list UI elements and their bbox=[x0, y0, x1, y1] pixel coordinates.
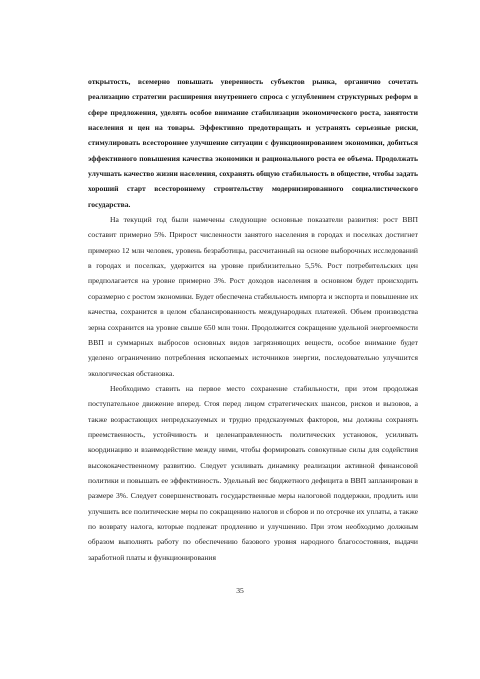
page-number: 35 bbox=[236, 586, 244, 595]
stability-paragraph: Необходимо ставить на первое место сохранение стабильности, при этом продолжая поступательное движение вперед. Стоя перед лицом стратегических шансов, рисков и вызовов, а также возрастающих непредсказуемых и трудно предсказуемых факторов, мы должны сохранять преемственность, устойчивость и целенаправленность политических установок, усиливать координацию и взаимодействие между ними, чтобы формировать совокупные силы для содействия высококачественному развитию. Следует усиливать динамику реализации активной финансовой политики и повышать ее эффективность. Удельный вес бюджетного дефицита в ВВП запланирован в размере 3%. Следует совершенствовать государственные меры налоговой поддержки, продлить или улучшить все политические меры по сокращению налогов и сборов и по отсрочке их уплаты, а также по возврату налога, которые подлежат продлению и улучшению. При этом необходимо должным образом выполнять работу по обеспечению базового уровня народного благосостояния, выдачи заработной платы и функционирования bbox=[88, 383, 418, 562]
body-text bbox=[88, 74, 418, 565]
indicators-paragraph: На текущий год были намечены следующие основные показатели развития: рост ВВП составит примерно 5%. Прирост численности занятого населения в городах и поселках достигнет примерно 12 млн человек, уровень безработицы, рассчитанный на основе выборочных исследований в городах и поселках, удержится на уровне приблизительно 5,5%. Рост потребительских цен предполагается на уровне примерно 3%. Рост доходов населения в основном будет происходить соразмерно с ростом экономики. Будет обеспечена стабильность импорта и экспорта и повышение их качества, сохранится в целом сбалансированность международных платежей. Объем производства зерна сохранится на уровне свыше 650 млн тонн. Продолжится сокращение удельной энергоемкости ВВП и суммарных выбросов основных видов загрязняющих веществ, особое внимание будет уделено ограничению потребления ископаемых источников энергии, последовательно улучшится экологическая обстановка. bbox=[88, 215, 418, 378]
bold-paragraph: открытость, всемерно повышать уверенность субъектов рынка, органично сочетать реализацию стратегии расширения внутреннего спроса с углублением структурных реформ в сфере предложения, уделять особое внимание стабилизации экономического роста, занятости населения и цен на товары. Эффективно предотвращать и устранять серьезные риски, стимулировать всестороннее улучшение ситуации с функционированием экономики, добиться эффективного повышения качества экономики и рационального роста ее объема. Продолжать улучшать качество жизни населения, сохранять общую стабильность в обществе, чтобы задать хороший старт всестороннему строительству модернизированного социалистического государства. bbox=[88, 77, 418, 209]
